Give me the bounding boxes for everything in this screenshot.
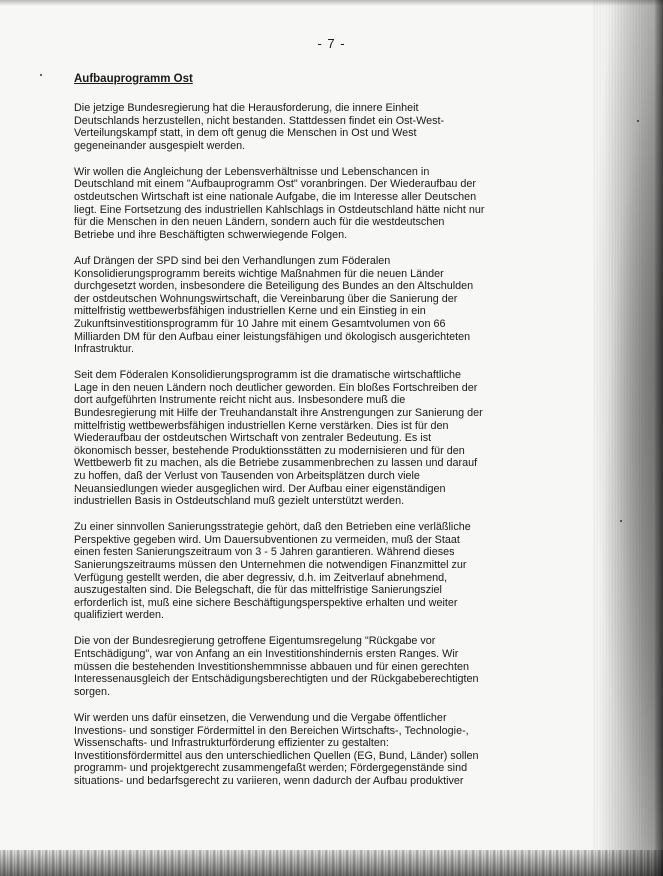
paragraph-line: Wettbewerb fit zu machen, als die Betriebe zusammenbrechen zu lassen und darauf: [74, 457, 478, 470]
paragraph-line: Lage in den neuen Ländern noch deutlicher geworden. Ein bloßes Fortschreiben der: [74, 381, 478, 394]
scan-speck: [637, 120, 639, 122]
paragraph-list: [74, 102, 504, 788]
scan-noise-right: [593, 0, 663, 876]
paragraph-line: Wissenschafts- und Infrastrukturförderung effizienter zu gestalten:: [74, 737, 389, 750]
paragraph-line: Auf Drängen der SPD sind bei den Verhandlungen zum Föderalen: [74, 254, 391, 267]
paragraph: [74, 521, 504, 622]
paragraph: [74, 255, 504, 356]
section-heading: Aufbauprogramm Ost: [74, 73, 193, 85]
paragraph-line: gegeneinander ausgespielt werden.: [74, 139, 246, 152]
paragraph-line: einen festen Sanierungszeitraum von 3 - 5 Jahren garantieren. Während dieses: [74, 546, 455, 559]
paragraph-line: Infrastruktur.: [74, 343, 135, 356]
paragraph-line: Sanierungszeitraums müssen den Unternehmen die notwendigen Finanzmittel zur: [74, 559, 467, 571]
paragraph-line: der ostdeutschen Wohnungswirtschaft, die Vereinbarung über die Sanierung der: [74, 292, 458, 305]
paragraph-line: liegt. Eine Fortsetzung des industriellen Kahlschlags in Ostdeutschland hätte nicht nur: [74, 203, 485, 216]
paragraph-line: Wir wollen die Angleichung der Lebensverhältnisse und Lebenschancen in: [74, 165, 430, 178]
paragraph-line: mittelfristig wettbewerbsfähigen industriellen Kerne und ein Einstieg in ein: [74, 305, 426, 318]
paragraph-line: für die Menschen in den neuen Ländern, sondern auch für die westdeutschen: [74, 216, 445, 229]
paragraph-line: mittelfristig wettbewerbsfähigen industriellen Kerne verstärken. Dies ist für den: [74, 419, 449, 432]
paragraph-line: qualifiziert werden.: [74, 609, 165, 622]
paragraph-line: Verteilungskampf statt, in dem oft genug die Menschen in Ost und West: [74, 127, 417, 140]
paragraph-line: durchgesetzt worden, insbesondere die Beteiligung des Bundes an den Altschulden: [74, 280, 474, 293]
paragraph-line: Interessenausgleich der Entschädigungsberechtigten und der Rückgabeberechtigten: [74, 673, 479, 686]
paragraph-line: Wiederaufbau der ostdeutschen Wirtschaft von zentraler Bedeutung. Es ist: [74, 432, 432, 445]
paragraph-line: Betriebe und ihre Beschäftigten schwerwiegende Folgen.: [74, 228, 348, 241]
paragraph-line: Zukunftsinvestitionsprogramm für 10 Jahre mit einem Gesamtvolumen von 66: [74, 317, 446, 330]
paragraph-line: Bundesregierung mit Hilfe der Treuhandanstalt ihre Anstrengungen zur Sanierung der: [74, 406, 483, 419]
paragraph-line: sorgen.: [74, 685, 111, 698]
paragraph-line: Die jetzige Bundesregierung hat die Herausforderung, die innere Einheit: [74, 102, 419, 114]
paragraph-line: müssen die bestehenden Investitionshemmnisse abbauen und für einen gerechten: [74, 660, 469, 673]
paragraph-line: Zu einer sinnvollen Sanierungsstrategie gehört, daß den Betrieben eine verläßliche: [74, 521, 471, 534]
paragraph-line: situations- und bedarfsgerecht zu variieren, wenn dadurch der Aufbau produktiver: [74, 774, 464, 787]
paragraph-line: Milliarden DM für den Aufbau einer leistungsfähigen und ökologisch ausgerichteten: [74, 330, 471, 343]
paragraph-line: Verfügung gestellt werden, die aber degressiv, d.h. im Zeitverlauf abnehmend,: [74, 571, 448, 584]
paragraph-line: Deutschlands herzustellen, nicht bestanden. Stattdessen findet ein Ost-West-: [74, 114, 445, 127]
paragraph-line: Wir werden uns dafür einsetzen, die Verwendung und die Vergabe öffentlicher: [74, 711, 447, 724]
paragraph-line: Konsolidierungsprogramm bereits wichtige Maßnahmen für die neuen Länder: [74, 267, 444, 280]
page-number: - 7 -: [317, 36, 346, 51]
paragraph-line: programm- und projektgerecht zusammengefaßt werden; Fördergegenstände sind: [74, 762, 468, 775]
scan-noise-bottom: [0, 850, 663, 876]
paragraph-line: dort aufgeführten Instrumente reicht nicht aus. Insbesondere muß die: [74, 394, 406, 407]
paragraph-line: erforderlich ist, muß eine sichere Beschäftigungsperspektive erhalten und weiter: [74, 596, 458, 609]
paragraph-line: ostdeutschen Wirtschaft ist eine nationale Aufgabe, die im Interesse aller Deutschen: [74, 191, 477, 204]
paragraph-line: Neuansiedlungen wieder ausgeglichen wird. Der Aufbau einer eigenständigen: [74, 482, 446, 495]
paragraph-line: zu hoffen, daß der Verlust von Tausenden von Arbeitsplätzen durch viele: [74, 469, 420, 482]
scan-speck: [40, 74, 42, 76]
paragraph-line: Die von der Bundesregierung getroffene Eigentumsregelung "Rückgabe vor: [74, 635, 436, 648]
paragraph-line: Deutschland mit einem "Aufbauprogramm Ost" voranbringen. Der Wiederaufbau der: [74, 178, 476, 191]
document-body: [74, 72, 504, 801]
paragraph-line: auszugestalten sind. Die Belegschaft, die für das mittelfristige Sanierungsziel: [74, 584, 442, 597]
paragraph: [74, 369, 504, 508]
scan-edge-right: [655, 0, 663, 876]
paragraph-line: Perspektive gegeben wird. Um Dauersubventionen zu vermeiden, muß der Staat: [74, 533, 460, 546]
paragraph-line: Investions- und sonstiger Fördermittel in den Bereichen Wirtschafts-, Technologie-,: [74, 724, 469, 737]
paragraph-line: Investitionsfördermittel aus den unterschiedlichen Quellen (EG, Bund, Länder) sollen: [74, 749, 479, 762]
paragraph-line: Seit dem Föderalen Konsolidierungsprogramm ist die dramatische wirtschaftliche: [74, 369, 462, 382]
paragraph: [74, 712, 504, 788]
paragraph: [74, 635, 504, 698]
paragraph: [74, 166, 504, 242]
paragraph-line: industriellen Basis in Ostdeutschland muß gezielt unterstützt werden.: [74, 495, 405, 508]
scan-speck: [620, 520, 622, 522]
paragraph-line: ökonomisch besser, bestehende Produktionsstätten zu modernisieren und für den: [74, 444, 465, 457]
scan-shadow-top: [0, 0, 663, 6]
paragraph: [74, 102, 504, 152]
paragraph-line: Entschädigung", war von Anfang an ein Investitionshindernis ersten Ranges. Wir: [74, 648, 459, 661]
